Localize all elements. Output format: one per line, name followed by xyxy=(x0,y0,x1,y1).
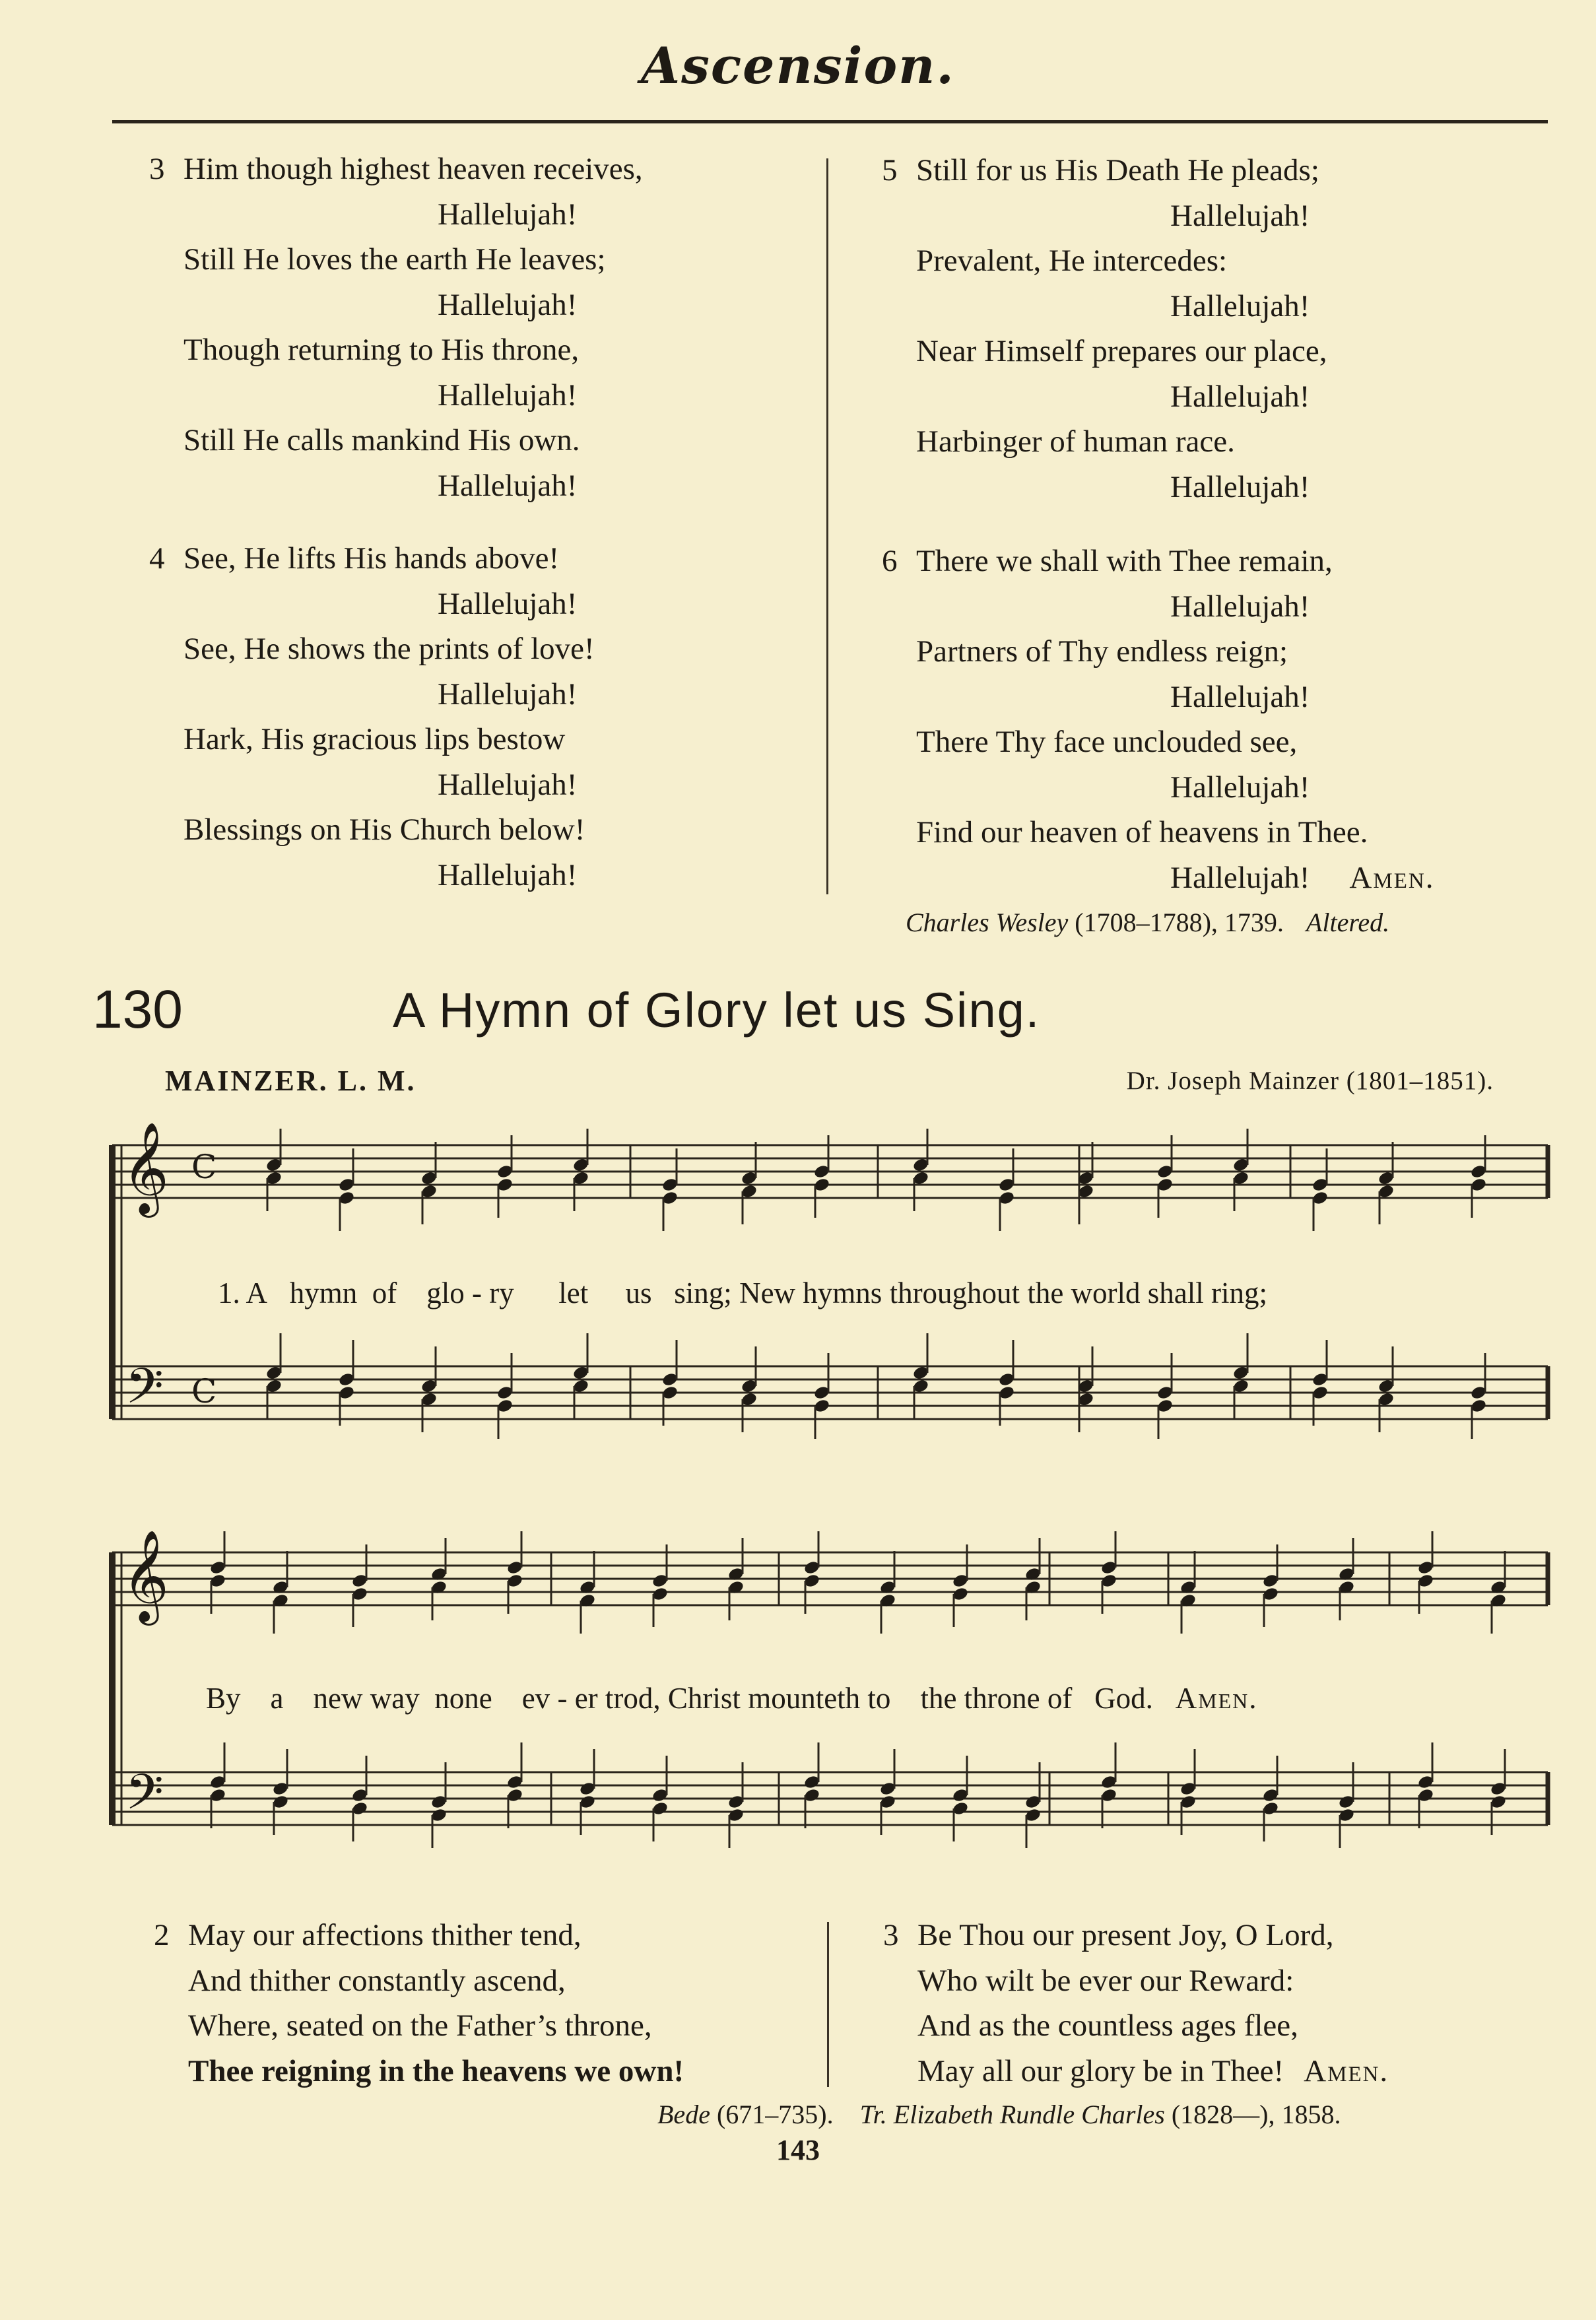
bass-clef: 𝄢 xyxy=(125,1358,164,1427)
bass-clef: 𝄢 xyxy=(125,1764,164,1833)
amen-label: Amen. xyxy=(1304,2053,1389,2088)
verse-line: Hallelujah! xyxy=(438,197,578,232)
lyric-syllable: throughout xyxy=(889,1276,1020,1309)
lyric-syllable: the xyxy=(1027,1276,1064,1309)
verse-line: Hallelujah! xyxy=(438,767,578,802)
verse-line: There Thy face unclouded see, xyxy=(916,725,1298,759)
lyric-syllable: - xyxy=(472,1276,482,1309)
verse-number: 2 xyxy=(154,1918,170,1952)
verse-line: Prevalent, He intercedes: xyxy=(916,244,1228,278)
lyric-syllable: shall xyxy=(1147,1276,1204,1309)
verse-number: 3 xyxy=(149,152,165,186)
lyric-syllable: throne xyxy=(964,1682,1040,1715)
verse-line: Hallelujah! xyxy=(438,378,578,413)
verse-line: Hark, His gracious lips bestow xyxy=(183,722,566,756)
lyric-syllable: ev xyxy=(521,1682,550,1715)
hymn-number: 130 xyxy=(92,979,183,1040)
lyric-syllable: none xyxy=(434,1682,492,1715)
time-signature: C xyxy=(191,1372,217,1410)
treble-clef: 𝄞 xyxy=(122,1530,169,1622)
verse-line: Be Thou our present Joy, O Lord, xyxy=(917,1918,1334,1952)
treble-clef: 𝄞 xyxy=(122,1122,169,1214)
credit-translator: Tr. Elizabeth Rundle Charles xyxy=(859,2100,1165,2129)
lyric-syllable: the xyxy=(920,1682,957,1715)
hymn-credit xyxy=(657,2099,1341,2130)
verse-number: 4 xyxy=(149,541,165,576)
verse-line: Hallelujah! Amen. xyxy=(1170,860,1435,895)
verse-line: Still He loves the earth He leaves; xyxy=(183,242,606,277)
credit-note: Altered. xyxy=(1306,908,1390,937)
lyric-syllable: trod, xyxy=(605,1682,661,1715)
lyric-syllable: sing; xyxy=(674,1276,732,1309)
lyric-syllable: mounteth xyxy=(748,1682,861,1715)
verse-line: Still He calls mankind His own. xyxy=(183,423,580,457)
verse-line: Hallelujah! xyxy=(438,468,578,503)
lyric-syllable: us xyxy=(625,1276,652,1309)
staff-lines xyxy=(112,1145,1548,1825)
verse-line: Blessings on His Church below! xyxy=(183,812,585,847)
composer-credit: Dr. Joseph Mainzer (1801–1851). xyxy=(1126,1067,1494,1095)
page-number: 143 xyxy=(776,2134,820,2166)
verse-line: Partners of Thy endless reign; xyxy=(916,634,1288,669)
credit-translator-dates: (1828—), 1858. xyxy=(1171,2100,1341,2129)
credit-author: Charles Wesley xyxy=(906,908,1069,937)
verse-line: Still for us His Death He pleads; xyxy=(916,153,1319,187)
verse-line: Hallelujah! xyxy=(1170,589,1310,624)
time-signature: C xyxy=(191,1148,217,1186)
lyric-syllable: to xyxy=(867,1682,891,1715)
lyric-syllable: - xyxy=(557,1682,568,1715)
clefs xyxy=(122,1122,216,1833)
verse-line: Hallelujah! xyxy=(1170,288,1310,323)
lyric-syllable: way xyxy=(370,1682,420,1715)
section-title: Ascension. xyxy=(641,36,955,95)
verse-line: And thither constantly ascend, xyxy=(188,1963,566,1998)
lyric-syllable: ry xyxy=(489,1276,514,1309)
verse-line: Hallelujah! xyxy=(438,677,578,712)
verse-number: 5 xyxy=(882,153,898,187)
lyric-syllable: ring; xyxy=(1211,1276,1268,1309)
verse-line: Who wilt be ever our Reward: xyxy=(917,1963,1294,1998)
lyric-syllable: hymn xyxy=(289,1276,358,1309)
verse-number: 6 xyxy=(882,544,898,578)
column-divider-bottom xyxy=(827,1922,829,2087)
verse-line: Him though highest heaven receives, xyxy=(183,152,643,186)
verse-line: See, He shows the prints of love! xyxy=(183,632,595,666)
verse-line: Harbinger of human race. xyxy=(916,424,1235,459)
lyric-syllable: hymns xyxy=(803,1276,882,1309)
lyric-syllable: By xyxy=(206,1682,241,1715)
verse-line: And as the countless ages flee, xyxy=(917,2008,1298,2043)
verse-line: Near Himself prepares our place, xyxy=(916,334,1327,368)
lyrics-line-2 xyxy=(206,1681,1258,1715)
verse-line: Hallelujah! xyxy=(1170,198,1310,233)
verse-line: There we shall with Thee remain, xyxy=(916,544,1333,578)
lyric-syllable: of xyxy=(372,1276,397,1309)
verse-number: 3 xyxy=(883,1918,899,1952)
verse-line: Though returning to His throne, xyxy=(183,333,580,367)
verse-line: Hallelujah! xyxy=(1170,770,1310,805)
lyric-syllable: 1. A xyxy=(218,1276,268,1309)
lyrics-line-1 xyxy=(218,1276,1267,1310)
lyric-syllable: let xyxy=(558,1276,589,1309)
amen-label: Amen. xyxy=(1175,1682,1258,1715)
credit-dates: (1708–1788), 1739. xyxy=(1075,908,1284,937)
lyric-syllable: New xyxy=(739,1276,796,1309)
tune-name: MAINZER. L. M. xyxy=(165,1065,416,1097)
lyric-syllable: new xyxy=(313,1682,363,1715)
lyric-syllable: er xyxy=(574,1682,598,1715)
verse-line: Hallelujah! xyxy=(438,287,578,322)
lyric-syllable: God. xyxy=(1094,1682,1153,1715)
verse-line: May our affections thither tend, xyxy=(188,1918,582,1952)
verse-line: Find our heaven of heavens in Thee. xyxy=(916,815,1368,849)
verse-line: Hallelujah! xyxy=(1170,679,1310,714)
verse-line: Hallelujah! xyxy=(438,857,578,892)
lyric-syllable: a xyxy=(270,1682,284,1715)
verse-line: Where, seated on the Father’s throne, xyxy=(188,2008,652,2043)
verse-line: Hallelujah! xyxy=(1170,469,1310,504)
lyric-syllable: of xyxy=(1047,1682,1073,1715)
verse-3 xyxy=(883,1913,1389,2094)
verse-line: Hallelujah! xyxy=(438,586,578,621)
amen-label: Amen. xyxy=(1349,860,1435,895)
credit-author: Bede xyxy=(657,2100,710,2129)
lyric-syllable: glo xyxy=(426,1276,465,1309)
hymn-title: A Hymn of Glory let us Sing. xyxy=(393,983,1041,1038)
verse-2 xyxy=(154,1913,684,2094)
verse-line: Thee reigning in the heavens we own! xyxy=(188,2053,684,2088)
credit-author-dates: (671–735). xyxy=(716,2100,834,2129)
lyric-syllable: world xyxy=(1071,1276,1141,1309)
lyric-syllable: Christ xyxy=(667,1682,741,1715)
note-heads xyxy=(209,1129,1508,1848)
verse-line: See, He lifts His hands above! xyxy=(183,541,560,576)
verse-line: Hallelujah! xyxy=(1170,379,1310,414)
verse-line: May all our glory be in Thee! Amen. xyxy=(917,2053,1389,2088)
